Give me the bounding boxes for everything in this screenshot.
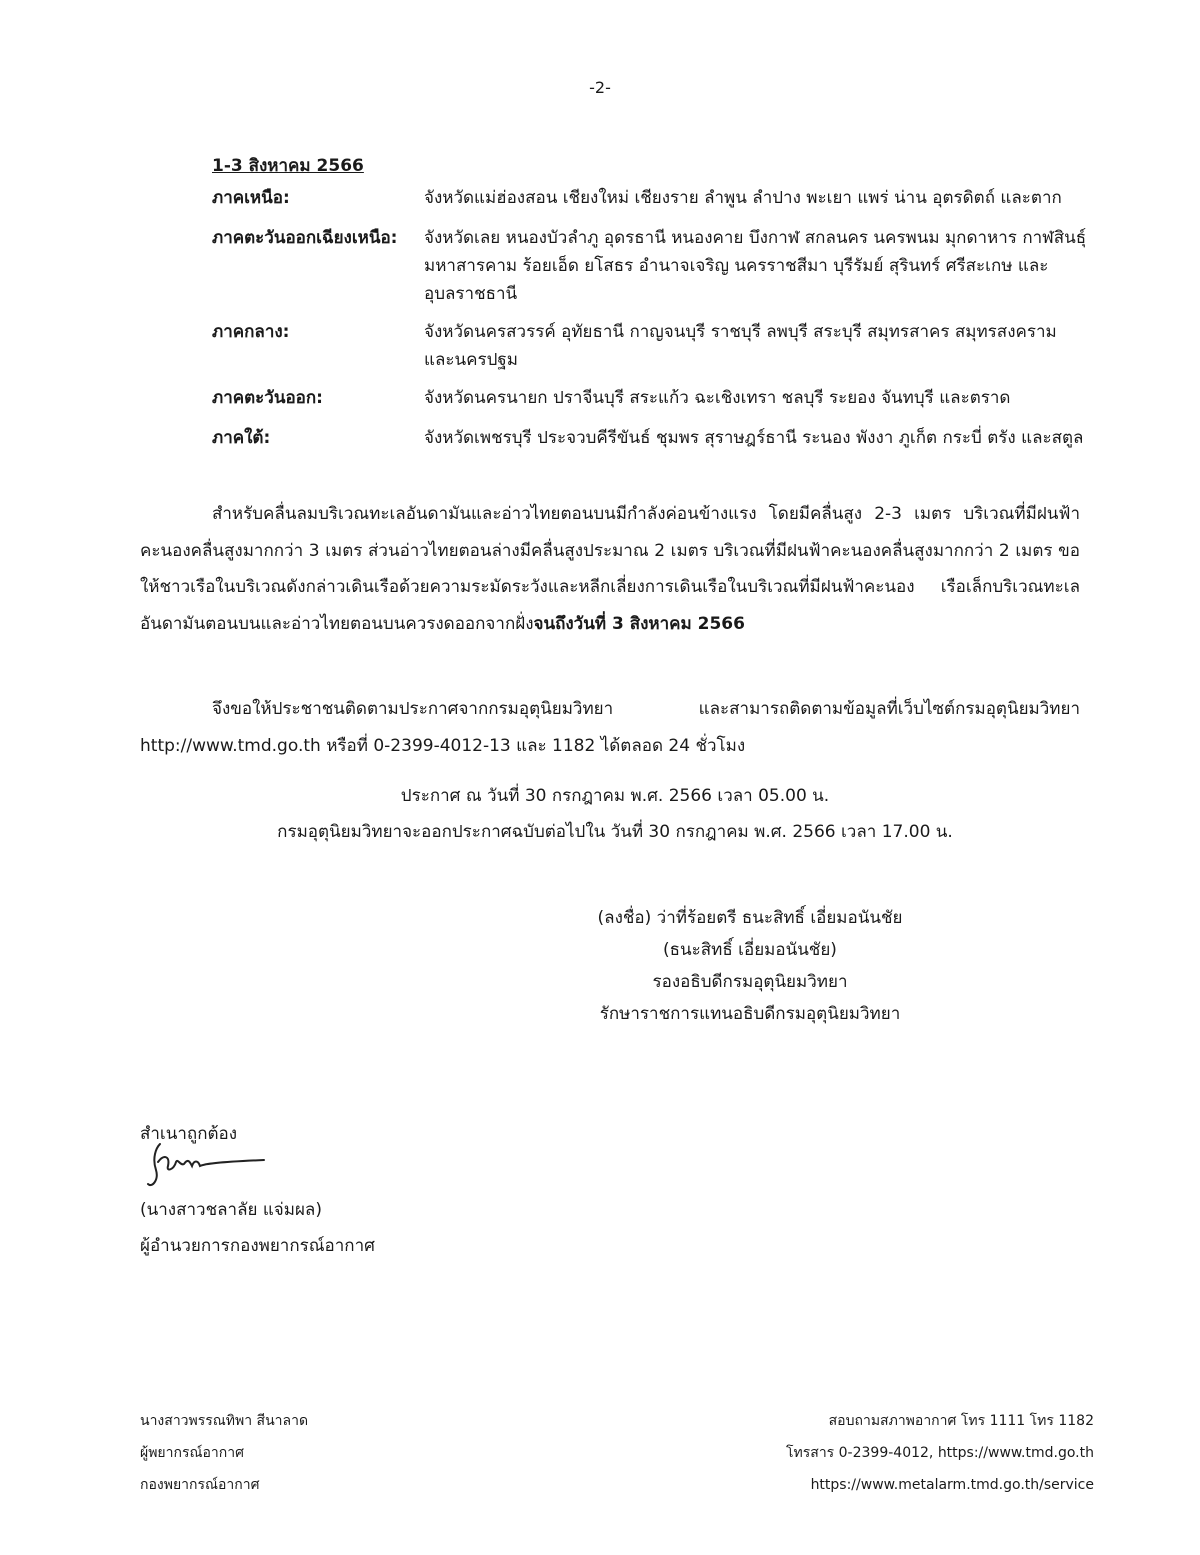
footer-left [140,1405,308,1501]
contact-phone: สอบถามสภาพอากาศ โทร 1111 โทร 1182 [828,1413,1094,1429]
footer-right [786,1405,1094,1501]
region-row-central [212,318,1092,374]
region-name: ภาคกลาง: [212,322,290,342]
wave-text: สำหรับคลื่นลมบริเวณทะเลอันดามันและอ่าวไทยตอนบนมีกำลังค่อนข้างแรง โดยมีคลื่นสูง 2-3 เมตร บริเวณที่มีฝนฟ้าคะนองคลื่นสูงมากกว่า 3 เมตร ส่วนอ่าวไทยตอนล่างมีคลื่นสูงประมาณ 2 เมตร บริเวณที่มีฝนฟ้าคะนองคลื่นสูงมากกว่า 2 เมตร ขอให้ชาวเรือในบริเวณดังกล่าวเดินเรือด้วยความระมัดระวังและหลีกเลี่ยงการเดินเรือในบริเวณที่มีฝนฟ้าคะนอง เรือเล็กบริเวณทะเลอันดามันตอนบนและอ่าวไทยตอนบนควรงดออกจากฝั่ง [140,504,1080,634]
region-row-east [212,384,1092,412]
forecaster-name: นางสาวพรรณทิพา สีนาลาด [140,1413,309,1429]
region-row-south [212,424,1092,452]
follow-text: จึงขอให้ประชาชนติดตามประกาศจากกรมอุตุนิยมวิทยา และสามารถติดตามข้อมูลที่เว็บไซต์กรมอุตุนิยมวิทยา [212,699,1080,719]
phone-info: หรือที่ 0-2399-4012-13 และ 1182 ได้ตลอด 24 ชั่วโมง [326,735,746,756]
region-provinces: จังหวัดเลย หนองบัวลำภู อุดรธานี หนองคาย บึงกาฬ สกลนคร นครพนม มุกดาหาร กาฬสินธุ์ มหาสารคาม ร้อยเอ็ด ยโสธร อำนาจเจริญ นครราชสีมา บุรีรัมย์ สุรินทร์ ศรีสะเกษ และอุบลราชธานี [424,228,1087,304]
next-issue-line: กรมอุตุนิยมวิทยาจะออกประกาศฉบับต่อไปใน วันที่ 30 กรกฎาคม พ.ศ. 2566 เวลา 17.00 น. [277,822,953,842]
region-name: ภาคใต้: [212,428,271,448]
wave-paragraph [140,496,1080,642]
signatory-name: (ธนะสิทธิ์ เอี่ยมอนันชัย) [663,940,837,960]
wave-until-date: จนถึงวันที่ 3 สิงหาคม 2566 [533,613,745,634]
tmd-url: http://www.tmd.go.th [140,735,321,756]
region-name: ภาคเหนือ: [212,188,290,208]
region-row-northeast [212,224,1092,308]
certified-label: สำเนาถูกต้อง [140,1124,238,1144]
issued-line: ประกาศ ณ วันที่ 30 กรกฎาคม พ.ศ. 2566 เวลา 05.00 น. [400,786,830,806]
region-row-north [212,184,1092,212]
page-number: -2- [589,78,611,97]
region-provinces: จังหวัดนครนายก ปราจีนบุรี สระแก้ว ฉะเชิงเทรา ชลบุรี ระยอง จันทบุรี และตราด [424,388,1011,408]
certified-name: (นางสาวชลาลัย แจ่มผล) [140,1200,322,1220]
contact-service-url: https://www.metalarm.tmd.go.th/service [810,1477,1094,1493]
forecaster-division: กองพยากรณ์อากาศ [140,1477,260,1493]
contact-fax: โทรสาร 0-2399-4012, https://www.tmd.go.th [786,1445,1094,1461]
follow-paragraph [140,691,1080,764]
forecaster-role: ผู้พยากรณ์อากาศ [140,1445,244,1461]
region-name: ภาคตะวันออกเฉียงเหนือ: [212,228,398,248]
signatory-title: รองอธิบดีกรมอุตุนิยมวิทยา [652,972,848,992]
signed-line: (ลงชื่อ) ว่าที่ร้อยตรี ธนะสิทธิ์ เอี่ยมอนันชัย [597,908,903,928]
handwritten-signature [146,1140,271,1192]
region-provinces: จังหวัดเพชรบุรี ประจวบคีรีขันธ์ ชุมพร สุราษฎร์ธานี ระนอง พังงา ภูเก็ต กระบี่ ตรัง และสตูล [424,428,1084,448]
date-heading: 1-3 สิงหาคม 2566 [212,156,364,176]
certified-position: ผู้อำนวยการกองพยากรณ์อากาศ [140,1236,375,1256]
region-provinces: จังหวัดแม่ฮ่องสอน เชียงใหม่ เชียงราย ลำพูน ลำปาง พะเยา แพร่ น่าน อุตรดิตถ์ และตาก [424,188,1062,208]
region-name: ภาคตะวันออก: [212,388,323,408]
region-provinces: จังหวัดนครสวรรค์ อุทัยธานี กาญจนบุรี ราชบุรี ลพบุรี สระบุรี สมุทรสาคร สมุทรสงคราม และนครปฐม [424,322,1057,370]
signatory-acting: รักษาราชการแทนอธิบดีกรมอุตุนิยมวิทยา [599,1004,901,1024]
